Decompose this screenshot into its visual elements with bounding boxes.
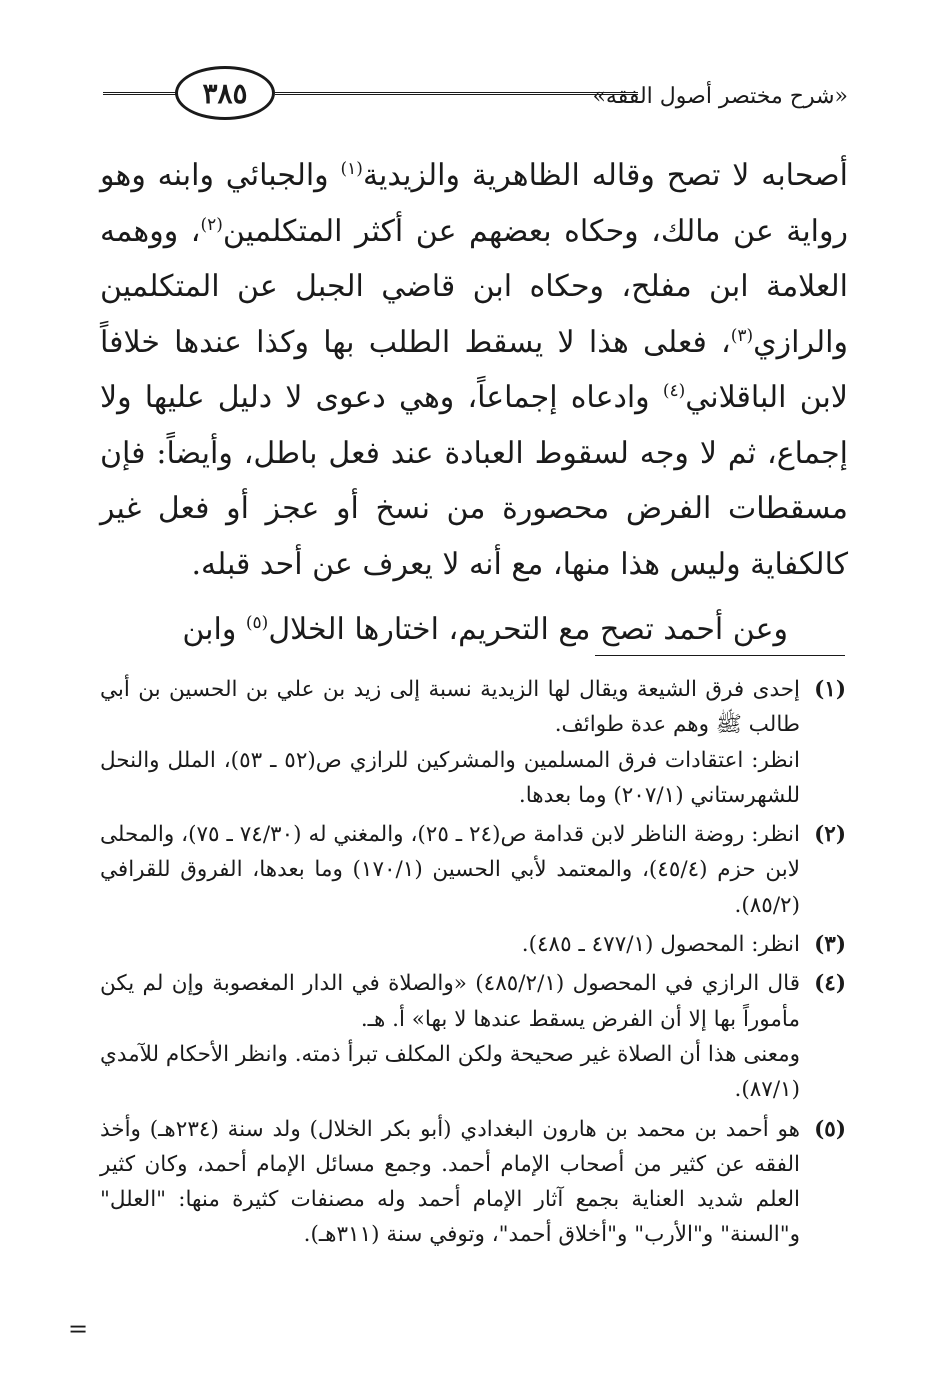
footnote-body (100, 1112, 800, 1253)
footnote-ref: (١) (340, 159, 363, 179)
footnote-text: هو أحمد بن محمد بن هارون البغدادي (أبو بكر الخلال) ولد سنة (٢٣٤هـ) وأخذ الفقه عن كثير من أصحاب الإمام أحمد. وجمع مسائل الإمام أحمد، وكان كثير العلم شديد العناية بجمع آثار الإمام أحمد وله مصنفات كثيرة منها: "العلل" و"السنة" و"الأرب" و"أخلاق أحمد"، وتوفي سنة (٣١١هـ). (100, 1116, 800, 1248)
footnote-ref: (٥) (245, 613, 269, 633)
footnote-body (100, 672, 800, 813)
footnote (100, 817, 846, 923)
main-text (100, 148, 848, 658)
text-run: ، ووهمه العلامة ابن مفلح، وحكاه ابن قاضي الجبل عن المتكلمين والرازي (100, 213, 848, 360)
header-rule (275, 92, 638, 98)
footnote-body (100, 817, 800, 923)
paragraph (100, 148, 848, 592)
footnote-text: إحدى فرق الشيعة ويقال لها الزيدية نسبة إلى زيد بن علي بن الحسين بن أبي طالب ﷺ وهم عدة طوائف. (100, 677, 800, 738)
page-number-badge (175, 66, 275, 120)
footnote (100, 1112, 846, 1253)
footnote-number: (١) (814, 677, 846, 702)
footnote (100, 927, 846, 962)
footnotes (100, 672, 846, 1257)
running-header-title: «شرح مختصر أصول الفقه» (592, 84, 848, 109)
footnote-text: انظر: اعتقادات فرق المسلمين والمشركين للرازي ص(٥٢ ـ ٥٣)، الملل والنحل للشهرستاني (٢٠٧/١) وما بعدها. (100, 747, 800, 808)
footnote-text: انظر: المحصول (٤٧٧/١ ـ ٤٨٥). (521, 932, 800, 958)
footnote-separator (595, 655, 845, 656)
text-run: ، فعلى هذا لا يسقط الطلب بها وكذا عندها خلافاً لابن الباقلاني (100, 324, 848, 415)
footnote-text: قال الرازي في المحصول (٤٨٥/٢/١) «والصلاة في الدار المغصوبة وإن لم يكن مأموراً بها إلا أن الفرض يسقط عندها لا بها» أ. هـ. (100, 971, 800, 1032)
footnote-body (100, 927, 800, 962)
page-number: ٣٨٥ (202, 76, 248, 110)
header-rule-left (103, 92, 178, 98)
footnote-ref: (٢) (200, 214, 223, 235)
footnote-number: (٢) (814, 822, 846, 848)
footnote (100, 966, 846, 1107)
footnote (100, 672, 846, 813)
text-run: وعن أحمد تصح مع التحريم، اختارها الخلال (268, 612, 788, 647)
footnote-text: ومعنى هذا أن الصلاة غير صحيحة ولكن المكلف تبرأ ذمته. وانظر الأحكام للآمدي (٨٧/١). (100, 1041, 800, 1103)
footnote-text: انظر: روضة الناظر لابن قدامة ص(٢٤ ـ ٢٥)، والمغني له (٧٤/٣٠ ـ ٧٥)، والمحلى لابن حزم (٤٥/٤)، والمعتمد لأبي الحسين (١٧٠/١) وما بعدها، الفروق للقرافي (٨٥/٢). (100, 822, 800, 918)
text-run: وادعاه إجماعاً، وهي دعوى لا دليل عليها ولا إجماع، ثم لا وجه لسقوط العبادة عند فعل باطل، وأيضاً: فإن مسقطات الفرض محصورة من نسخ أو عجز أو فعل غير كالكفاية وليس هذا منها، مع أنه لا يعرف عن أحد قبله. (100, 380, 848, 582)
text-run: وابن (182, 612, 246, 647)
footnote-number: (٤) (814, 971, 846, 997)
footnote-body (100, 966, 800, 1107)
text-run: والجبائي وابنه وهو رواية عن مالك، وحكاه بعضهم عن أكثر المتكلمين (100, 158, 848, 249)
text-run: أصحابه لا تصح وقاله الظاهرية والزيدية (362, 158, 848, 193)
paragraph (100, 602, 848, 658)
footnote-ref: (٤) (662, 381, 686, 401)
footnote-number: (٥) (814, 1116, 846, 1142)
footnote-number: (٣) (814, 932, 846, 958)
footnote-ref: (٣) (730, 325, 754, 346)
continuation-mark: = (68, 1315, 89, 1343)
